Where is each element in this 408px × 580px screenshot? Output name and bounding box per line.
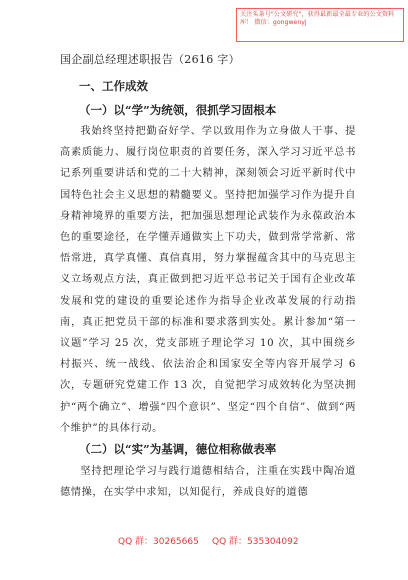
paragraph-text-2: 坚持把理论学习与践行道德相结合，注重在实践中陶冶道德情操，在实学中求知，以知促行，养成良好的道德	[60, 466, 356, 499]
body-paragraph-2	[60, 461, 356, 505]
section-heading-1: 一、工作成效	[79, 79, 148, 93]
body-paragraph-1	[60, 121, 356, 439]
qq-group-left: QQ 群：30265665	[118, 537, 199, 547]
document-title: 国企副总经理述职报告（2616 字）	[60, 53, 240, 66]
subsection-heading-2: （二）以“实”为基调，德位相称做表率	[79, 442, 277, 456]
promo-banner: 关注头条号"公文研究"，获得最新最全最专业的公文资料库！ 微信：gongwenyj	[236, 8, 404, 42]
paragraph-text-1: 我始终坚持把勤奋好学、学以致用作为立身做人干事、提高素质能力、履行岗位职责的首要任务，深入学习习近平总书记系列重要讲话和党的二十大精神，深刻领会习近平新时代中国特色社会主义思想的精髓要义。坚持把加强学习作为提升自身精神境界的重要方法，把加强思想理论武装作为永葆政治本色的重要途径，在学懂弄通做实上下功夫，做到常学常新、常悟常进，真学真懂、真信真用，努力掌握蕴含其中的马克思主义立场观点方法，真正做到把习近平总书记关于国有企业改革发展和党的建设的重要论述作为指导企业改革发展的行动指南，真正把党员干部的标准和要求落到实处。累计参加“第一议题”学习 25 次，党支部班子理论学习 10 次，其中围绕乡村振兴、统一战线、依法治企和国家安全等内容开展学习 6 次，专题研究党建工作 13 次，自觉把学习成效转化为坚决拥护“两个确立”、增强“四个意识”、坚定“四个自信”、做到“两个维护”的具体行动。	[60, 126, 356, 434]
qq-group-right: QQ 群：535304092	[212, 537, 299, 547]
subsection-heading-1: （一）以“学”为统领，很抓学习固根本	[79, 103, 277, 117]
